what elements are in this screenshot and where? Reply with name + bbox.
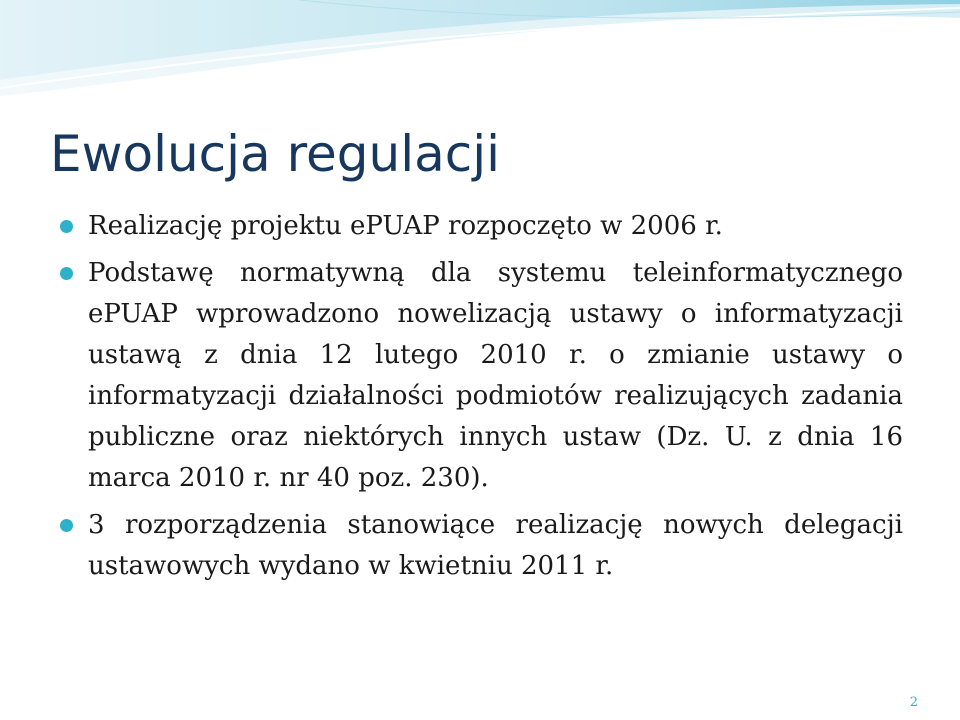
bullet-text: Podstawę normatywną dla systemu teleinformatycznego ePUAP wprowadzono nowelizacją ustawy o informatyzacji ustawą z dnia 12 lutego 2010 r. o zmianie ustawy o informatyzacji działalności podmiotów realizujących zadania publiczne oraz niektórych innych ustaw (Dz. U. z dnia 16 marca 2010 r. nr 40 poz. 230). bbox=[88, 258, 903, 493]
bullet-item bbox=[88, 505, 903, 587]
slide-title: Ewolucja regulacji bbox=[50, 125, 501, 183]
bullet-text: 3 rozporządzenia stanowiące realizację nowych delegacji ustawowych wydano w kwietniu 2011 r. bbox=[88, 510, 903, 581]
bullet-dot-icon bbox=[60, 267, 73, 280]
bullet-list bbox=[88, 206, 903, 593]
decorative-wave-header bbox=[0, 0, 960, 110]
bullet-item bbox=[88, 253, 903, 499]
bullet-text: Realizację projektu ePUAP rozpoczęto w 2006 r. bbox=[88, 211, 723, 241]
bullet-item bbox=[88, 206, 903, 247]
bullet-dot-icon bbox=[60, 519, 73, 532]
bullet-dot-icon bbox=[60, 220, 73, 233]
slide-number: 2 bbox=[909, 695, 918, 710]
